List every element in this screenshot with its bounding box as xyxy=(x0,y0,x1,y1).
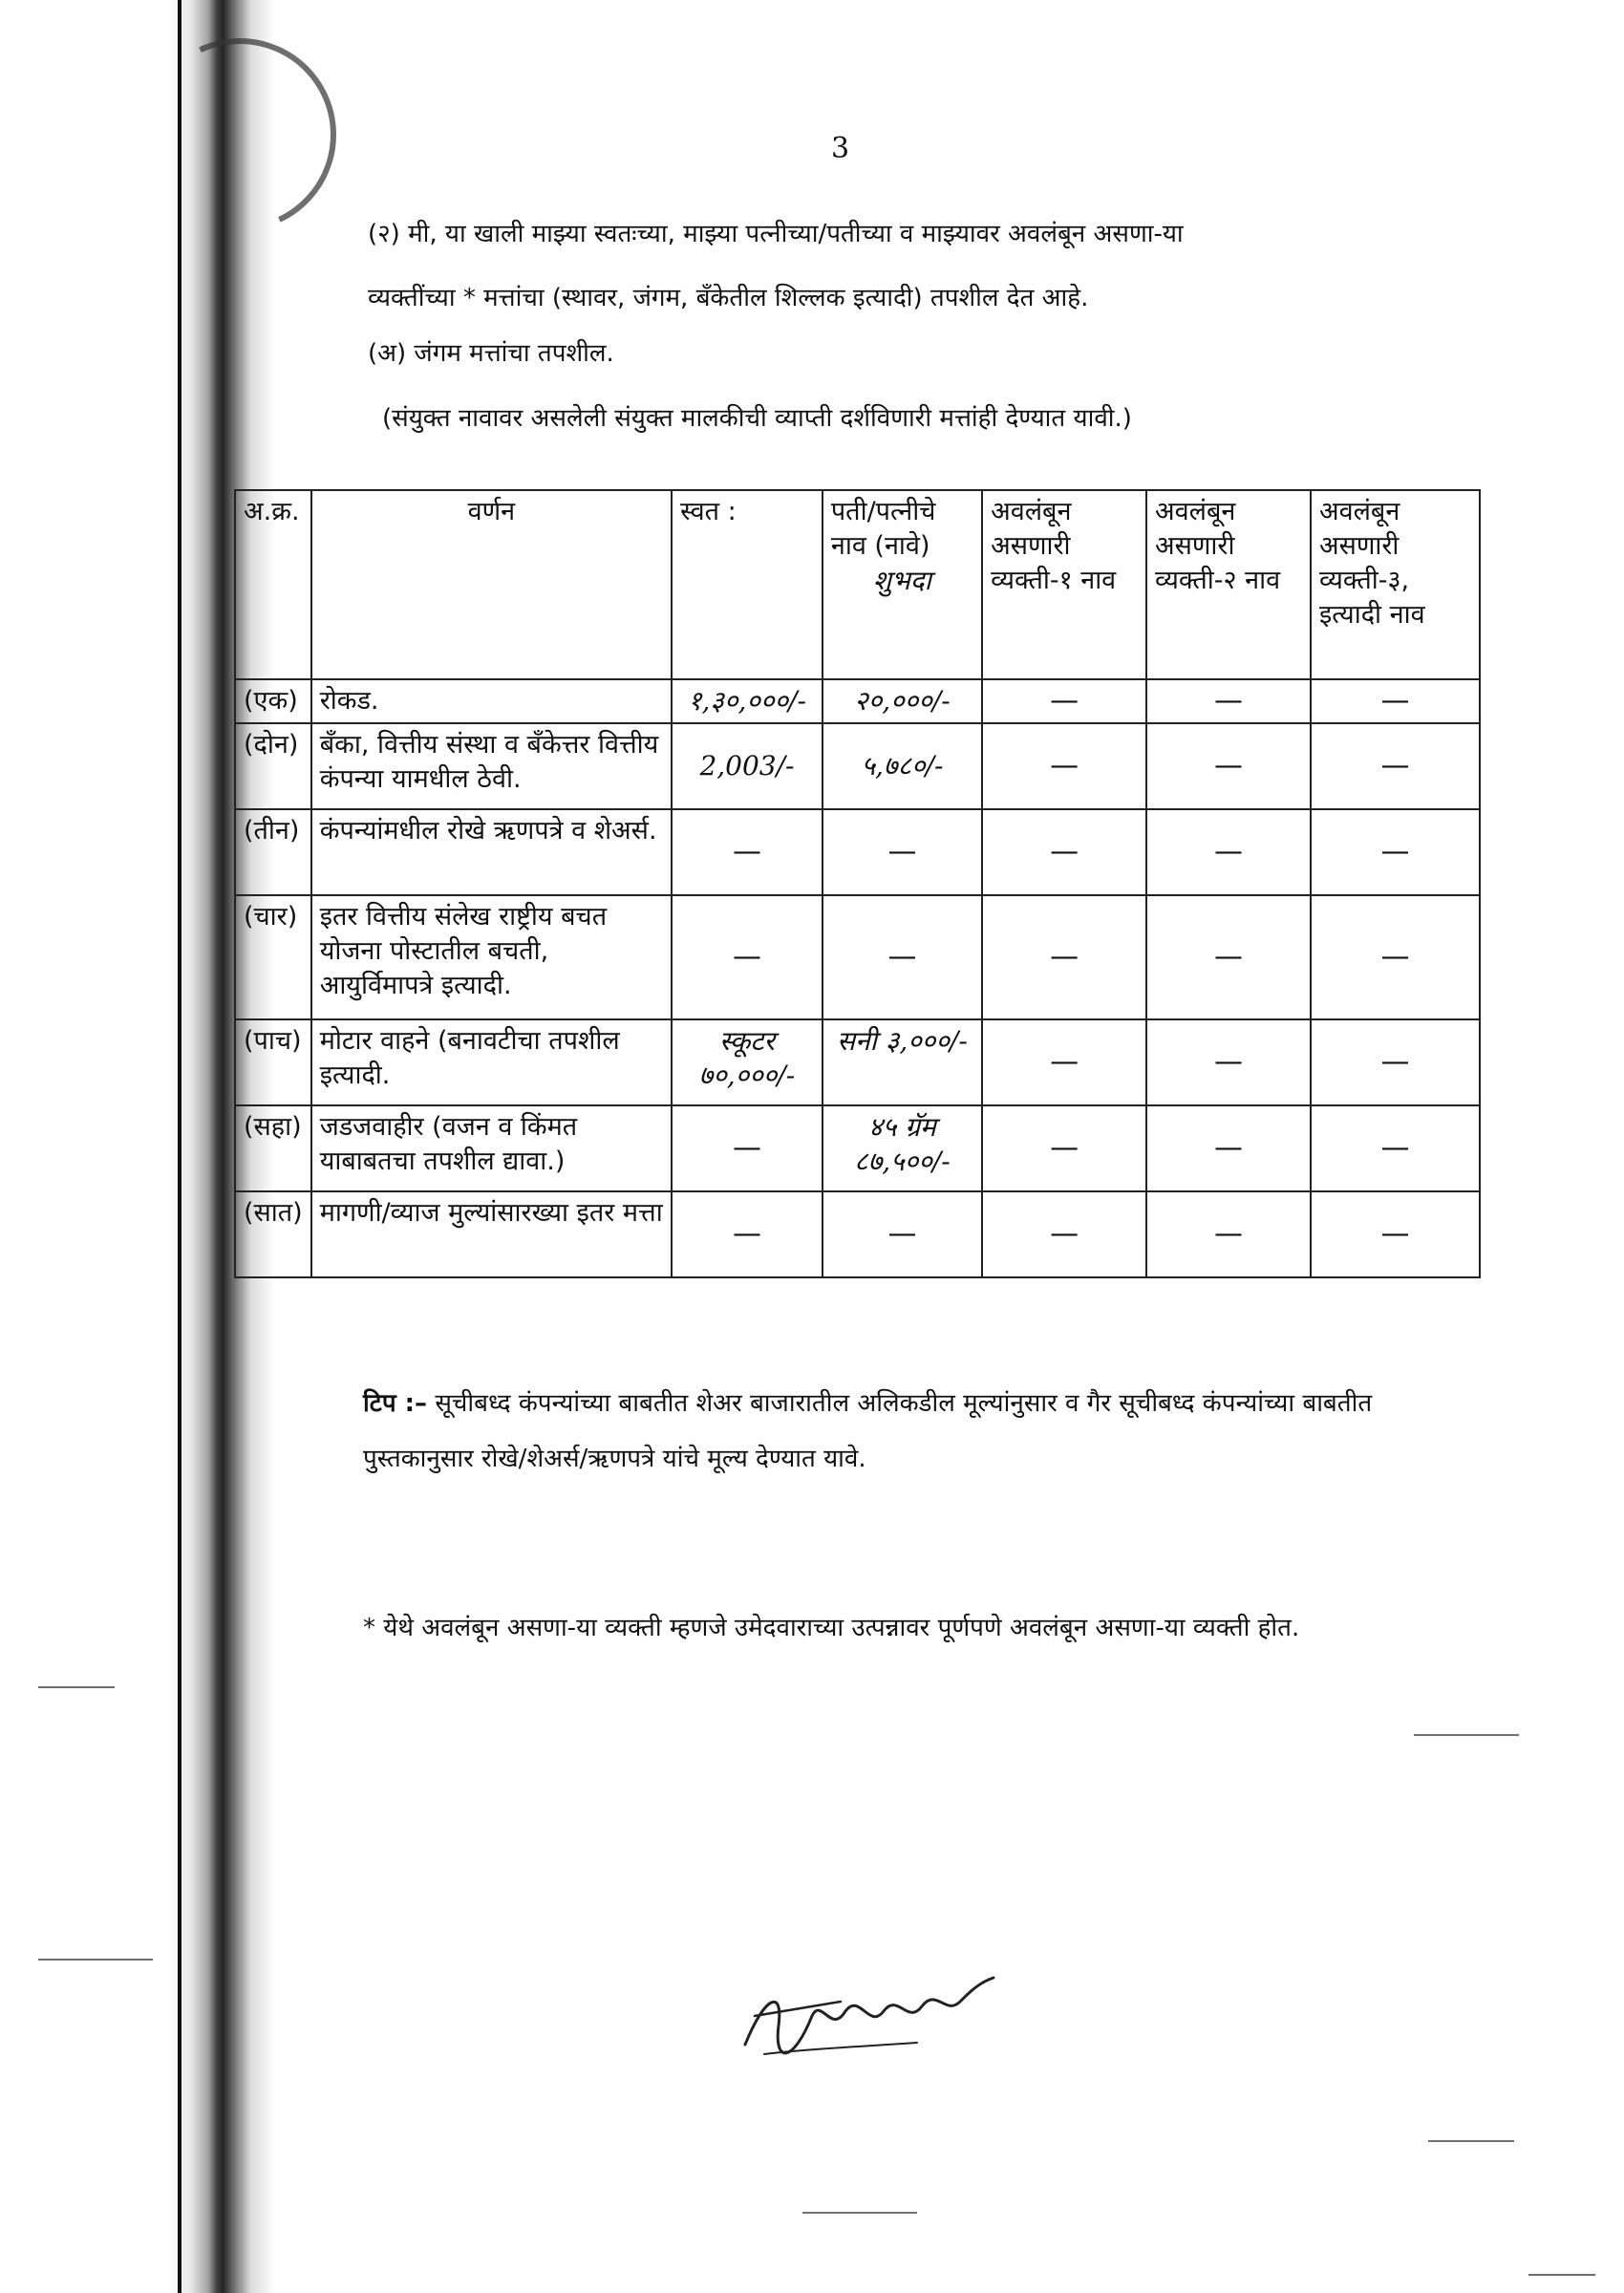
row-dep3-value: — xyxy=(1311,809,1480,895)
row-dep1-value: — xyxy=(982,1019,1146,1105)
header-serial: अ.क्र. xyxy=(235,490,311,679)
row-spouse-value: ४५ ग्रॅम ८७,५००/- xyxy=(854,1111,951,1177)
row-spouse-value: — xyxy=(823,809,982,895)
row-description: कंपन्यांमधील रोखे ऋणपत्रे व शेअर्स. xyxy=(311,809,672,895)
header-spouse xyxy=(823,490,982,679)
signature xyxy=(726,1959,1013,2073)
scan-noise xyxy=(1428,2140,1514,2142)
table-row xyxy=(235,679,1480,723)
row-description: जडजवाहीर (वजन व किंमत याबाबतचा तपशील द्यावा.) xyxy=(311,1105,672,1191)
row-dep2-value: — xyxy=(1146,1105,1311,1191)
table-row xyxy=(235,723,1480,809)
movable-assets-table xyxy=(234,489,1481,1278)
row-dep3-value: — xyxy=(1311,723,1480,809)
note-label: टिप :– xyxy=(363,1389,428,1418)
scan-noise xyxy=(802,2212,917,2214)
table-row xyxy=(235,1191,1480,1277)
row-dep2-value: — xyxy=(1146,1191,1311,1277)
row-dep1-value: — xyxy=(982,895,1146,1019)
header-dependent-1: अवलंबून असणारी व्यक्ती-१ नाव xyxy=(982,490,1146,679)
row-spouse-value: ५,७८०/- xyxy=(861,750,944,782)
row-dep2-value: — xyxy=(1146,1019,1311,1105)
row-dep1-value: — xyxy=(982,1105,1146,1191)
row-dep2-value: — xyxy=(1146,895,1311,1019)
row-dep1-value: — xyxy=(982,1191,1146,1277)
scan-noise xyxy=(1414,1734,1519,1736)
intro-line-3: (अ) जंगम मत्तांचा तपशील. xyxy=(368,339,614,368)
row-spouse-value: — xyxy=(823,1191,982,1277)
row-description: मागणी/व्याज मुल्यांसारख्या इतर मत्ता xyxy=(311,1191,672,1277)
row-self-value: — xyxy=(672,809,823,895)
row-self-value: 2,003/- xyxy=(699,750,795,782)
scan-noise xyxy=(38,1686,115,1688)
row-self-value: स्कूटर ७०,०००/- xyxy=(698,1025,796,1091)
spouse-name-handwritten: शुभदा xyxy=(873,565,931,596)
row-self-value: — xyxy=(672,895,823,1019)
page-number: 3 xyxy=(831,132,850,165)
table-header-row xyxy=(235,490,1480,679)
row-spouse-value: — xyxy=(823,895,982,1019)
row-serial: (पाच) xyxy=(235,1019,311,1105)
row-description: बँका, वित्तीय संस्था व बँकेत्तर वित्तीय कंपन्या यामधील ठेवी. xyxy=(311,723,672,809)
header-spouse-label: पती/पत्नीचे नाव (नावे) xyxy=(830,497,936,561)
row-description: मोटार वाहने (बनावटीचा तपशील इत्यादी. xyxy=(311,1019,672,1105)
row-dep3-value: — xyxy=(1311,895,1480,1019)
table-row xyxy=(235,1019,1480,1105)
row-dep1-value: — xyxy=(982,809,1146,895)
intro-line-2: व्यक्तींच्या * मत्तांचा (स्थावर, जंगम, बँकेतील शिल्लक इत्यादी) तपशील देत आहे. xyxy=(368,284,1089,312)
row-serial: (एक) xyxy=(235,679,311,723)
row-description: इतर वित्तीय संलेख राष्ट्रीय बचत योजना पोस्टातील बचती, आयुर्विमापत्रे इत्यादी. xyxy=(311,895,672,1019)
scan-noise xyxy=(1528,2274,1595,2276)
intro-line-1: (२) मी, या खाली माझ्या स्वतःच्या, माझ्या पत्नीच्या/पतीच्या व माझ्यावर अवलंबून असणा-या xyxy=(368,220,1184,248)
table-row xyxy=(235,895,1480,1019)
row-dep3-value: — xyxy=(1311,1191,1480,1277)
header-description: वर्णन xyxy=(311,490,672,679)
row-dep3-value: — xyxy=(1311,1105,1480,1191)
row-serial: (सहा) xyxy=(235,1105,311,1191)
note-paragraph xyxy=(363,1376,1490,1487)
row-dep2-value: — xyxy=(1146,679,1311,723)
header-self: स्वत : xyxy=(672,490,823,679)
row-dep1-value: — xyxy=(982,679,1146,723)
scan-binding-line xyxy=(178,0,182,2293)
row-serial: (चार) xyxy=(235,895,311,1019)
table-row xyxy=(235,809,1480,895)
row-spouse-value: २०,०००/- xyxy=(854,685,951,717)
row-description: रोकड. xyxy=(311,679,672,723)
row-serial: (दोन) xyxy=(235,723,311,809)
row-self-value: — xyxy=(672,1105,823,1191)
table-row xyxy=(235,1105,1480,1191)
row-spouse-value: सनी ३,०००/- xyxy=(837,1025,968,1057)
row-dep2-value: — xyxy=(1146,809,1311,895)
scan-noise xyxy=(38,1959,153,1961)
row-serial: (तीन) xyxy=(235,809,311,895)
footnote: * येथे अवलंबून असणा-या व्यक्ती म्हणजे उमेदवाराच्या उत्पन्नावर पूर्णपणे अवलंबून असणा-या व्यक्ती होत. xyxy=(363,1614,1300,1642)
row-dep2-value: — xyxy=(1146,723,1311,809)
intro-line-4: (संयुक्त नावावर असलेली संयुक्त मालकीची व्याप्ती दर्शविणारी मत्तांही देण्यात यावी.) xyxy=(382,404,1132,433)
row-serial: (सात) xyxy=(235,1191,311,1277)
header-dependent-2: अवलंबून असणारी व्यक्ती-२ नाव xyxy=(1146,490,1311,679)
row-dep1-value: — xyxy=(982,723,1146,809)
row-dep3-value: — xyxy=(1311,1019,1480,1105)
note-text: सूचीबध्द कंपन्यांच्या बाबतीत शेअर बाजारातील अलिकडील मूल्यांनुसार व गैर सूचीबध्द कंपन्यांच्या बाबतीत पुस्तकानुसार रोखे/शेअर्स/ऋणपत्रे यांचे मूल्य देण्यात यावे. xyxy=(363,1389,1373,1473)
row-self-value: १,३०,०००/- xyxy=(687,685,806,717)
header-dependent-3: अवलंबून असणारी व्यक्ती-३, इत्यादी नाव xyxy=(1311,490,1480,679)
row-dep3-value: — xyxy=(1311,679,1480,723)
row-self-value: — xyxy=(672,1191,823,1277)
